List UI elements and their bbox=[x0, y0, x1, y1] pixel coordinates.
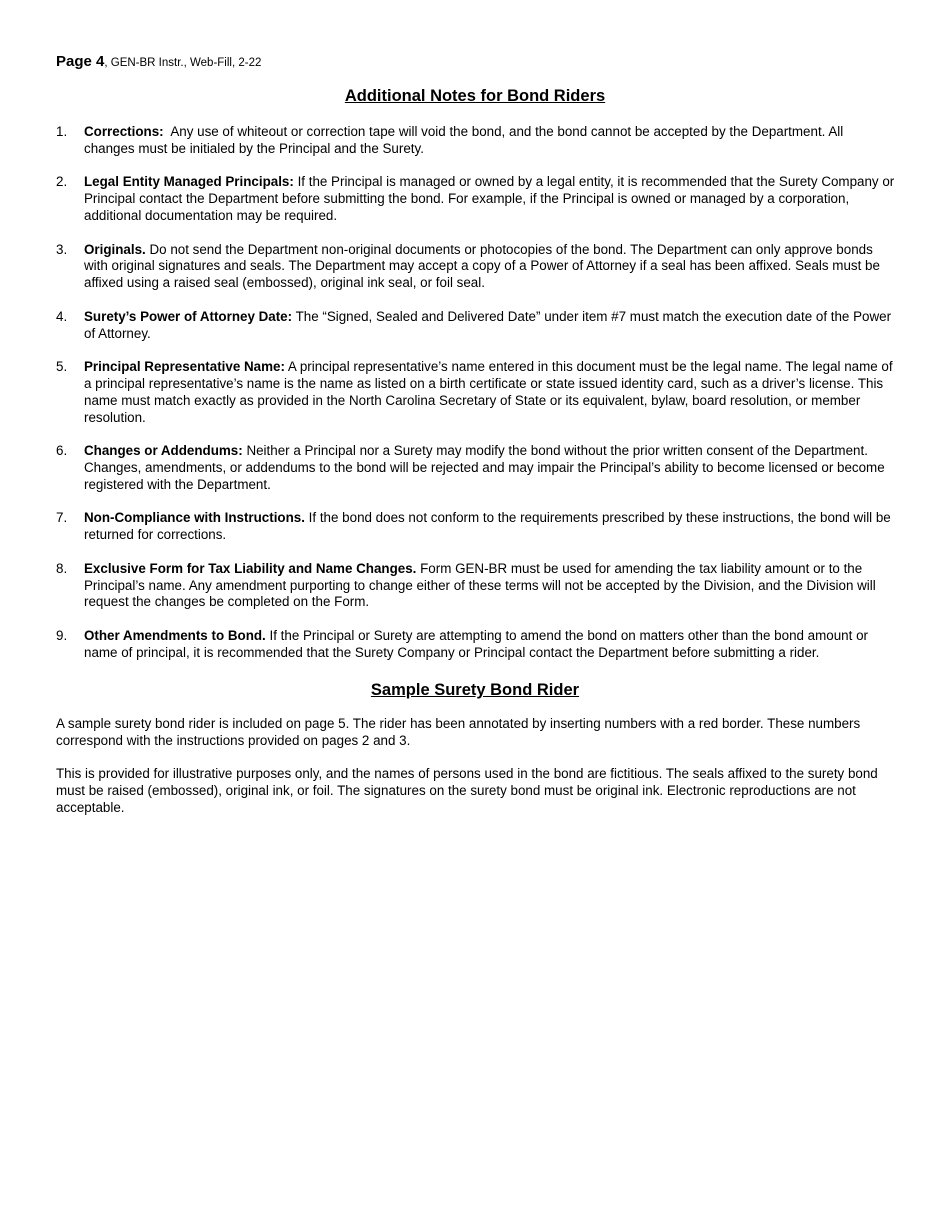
sample-paragraph-2: This is provided for illustrative purposes only, and the names of persons used in the bond are fictitious. The seals affixed to the surety bond must be raised (embossed), original ink, or foil. The signatures on the surety bond must be original ink. Electronic reproductions are not acceptable. bbox=[56, 766, 878, 815]
note-item-9 bbox=[56, 628, 896, 662]
note-item-7 bbox=[56, 510, 896, 544]
note-item-3 bbox=[56, 242, 896, 292]
note-body bbox=[84, 443, 896, 493]
sample-heading: Sample Surety Bond Rider bbox=[370, 681, 580, 699]
note-title: Changes or Addendums: bbox=[84, 443, 243, 459]
note-number: 3. bbox=[56, 241, 68, 257]
note-item-5 bbox=[56, 359, 896, 426]
note-body bbox=[84, 359, 896, 426]
note-body bbox=[84, 561, 896, 611]
page-header bbox=[56, 53, 261, 72]
note-item-1 bbox=[56, 124, 896, 158]
note-text: Form GEN-BR must be used for amending the tax liability amount or to the Principal’s name. Any amendment purporting to change either of these terms will not be accepted by the Division, and the Division will request the changes be completed on the Form. bbox=[84, 560, 876, 610]
note-title: Non-Compliance with Instructions. bbox=[84, 510, 305, 526]
note-body bbox=[84, 242, 896, 292]
note-text: The “Signed, Sealed and Delivered Date” under item #7 must match the execution date of the Power of Attorney. bbox=[84, 308, 892, 341]
note-title: Originals. bbox=[84, 241, 146, 257]
page-number: Page 4 bbox=[56, 53, 105, 70]
note-number: 8. bbox=[56, 560, 68, 576]
note-number: 6. bbox=[56, 443, 68, 459]
form-info: , GEN-BR Instr., Web-Fill, 2-22 bbox=[104, 57, 262, 69]
note-text: Do not send the Department non-original documents or photocopies of the bond. The Department can only approve bonds with original signatures and seals. The Department may accept a copy of a Power of Attorney if a seal has been affixed. Seals must be affixed using a raised seal (embossed), original ink seal, or foil seal. bbox=[84, 241, 880, 291]
note-body bbox=[84, 174, 896, 224]
note-title: Legal Entity Managed Principals: bbox=[84, 174, 294, 190]
note-body bbox=[84, 309, 896, 343]
note-number: 5. bbox=[56, 359, 68, 375]
note-item-6 bbox=[56, 443, 896, 493]
sample-paragraph-1: A sample surety bond rider is included on page 5. The rider has been annotated by inserting numbers with a red border. These numbers correspond with the instructions provided on pages 2 and 3. bbox=[56, 716, 861, 748]
note-item-8 bbox=[56, 561, 896, 611]
note-title: Principal Representative Name: bbox=[84, 359, 285, 375]
notes-heading: Additional Notes for Bond Riders bbox=[344, 87, 606, 105]
note-text: If the Principal or Surety are attempting to amend the bond on matters other than the bond amount or name of principal, it is recommended that the Surety Company or Principal contact the Department before submitting a rider. bbox=[84, 627, 868, 660]
note-body bbox=[84, 628, 896, 662]
note-text: Any use of whiteout or correction tape will void the bond, and the bond cannot be accepted by the Department. All changes must be initialed by the Principal and the Surety. bbox=[84, 124, 847, 156]
note-item-2 bbox=[56, 174, 896, 224]
note-title: Surety’s Power of Attorney Date: bbox=[84, 308, 293, 324]
note-item-4 bbox=[56, 309, 896, 343]
note-body bbox=[84, 124, 896, 158]
sample-section-body bbox=[56, 716, 896, 834]
note-text: If the bond does not conform to the requirements prescribed by these instructions, the bond will be returned for corrections. bbox=[84, 510, 891, 543]
note-title: Other Amendments to Bond. bbox=[84, 627, 266, 643]
note-text: If the Principal is managed or owned by a legal entity, it is recommended that the Surety Company or Principal contact the Department before submitting the bond. For example, if the Principal is owned or managed by a corporation, additional documentation may be required. bbox=[84, 174, 895, 223]
note-body bbox=[84, 510, 896, 544]
note-title: Corrections: bbox=[84, 124, 164, 139]
note-number: 4. bbox=[56, 308, 68, 324]
note-title: Exclusive Form for Tax Liability and Name Changes. bbox=[84, 560, 417, 576]
note-number: 1. bbox=[56, 124, 68, 139]
note-number: 2. bbox=[56, 174, 68, 190]
note-text: A principal representative’s name entered in this document must be the legal name. The legal name of a principal representative’s name is the name as listed on a birth certificate or state issued identity card, such as a driver’s license. This name must match exactly as provided in the North Carolina Secretary of State or its equivalent, bylaw, board resolution, or member resolution. bbox=[84, 359, 893, 425]
note-text: Neither a Principal nor a Surety may modify the bond without the prior written consent of the Department. Changes, amendments, or addendums to the bond will be rejected and may impair the Principal’s ability to become licensed or become registered with the Department. bbox=[84, 443, 885, 492]
notes-list bbox=[56, 124, 896, 678]
note-number: 7. bbox=[56, 510, 68, 526]
note-number: 9. bbox=[56, 627, 68, 643]
